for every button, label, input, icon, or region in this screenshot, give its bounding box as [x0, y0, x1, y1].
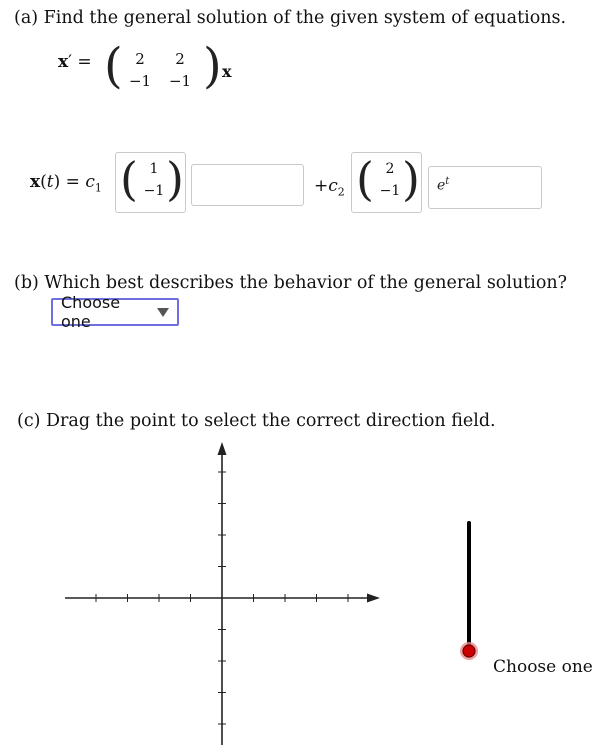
y-axis-arrow-icon — [218, 442, 227, 455]
solution-input-1[interactable] — [191, 164, 304, 206]
c2-subscript: 2 — [337, 185, 345, 199]
slider-drag-point[interactable] — [463, 645, 475, 657]
vector1-top: 1 — [149, 161, 159, 177]
axes — [65, 442, 380, 745]
system-rhs-var: x — [222, 62, 232, 81]
matrix-r1c1: 2 — [135, 50, 145, 68]
system-lhs: x′ = — [58, 52, 92, 72]
vector2-top: 2 — [385, 161, 395, 177]
dropdown-label: Choose one — [61, 293, 121, 331]
chevron-down-icon — [157, 308, 169, 317]
part-a-prompt: (a) Find the general solution of the given system of equations. — [14, 8, 567, 28]
part-c-prompt: (c) Drag the point to select the correct direction field. — [17, 411, 496, 431]
plus-c2: $+c_2$ — [314, 176, 345, 199]
solution-input-2[interactable] — [428, 166, 542, 209]
matrix-left-paren: ( — [104, 38, 123, 94]
input2-base: e — [437, 177, 446, 194]
vector2-box: ( 2 −1 ) — [351, 152, 422, 213]
matrix-right-paren: ) — [203, 38, 222, 94]
x-prime-label: x — [58, 52, 69, 72]
x-axis-arrow-icon — [367, 594, 380, 603]
part-b-prompt: (b) Which best describes the behavior of the general solution? — [14, 273, 568, 293]
slider-label: Choose one — [493, 657, 593, 677]
c1-subscript: 1 — [94, 181, 102, 195]
solution-lhs: $x(t) = c_1$ — [30, 172, 102, 195]
vector1-bottom: −1 — [143, 183, 165, 199]
vector1-box: ( 1 −1 ) — [115, 152, 186, 213]
matrix-r2c2: −1 — [168, 72, 192, 90]
matrix-r2c1: −1 — [128, 72, 152, 90]
input2-exponent: t — [445, 176, 450, 187]
behavior-dropdown[interactable] — [51, 293, 179, 331]
vector2-bottom: −1 — [379, 183, 401, 199]
matrix-r1c2: 2 — [175, 50, 185, 68]
direction-field-graph — [0, 430, 609, 747]
